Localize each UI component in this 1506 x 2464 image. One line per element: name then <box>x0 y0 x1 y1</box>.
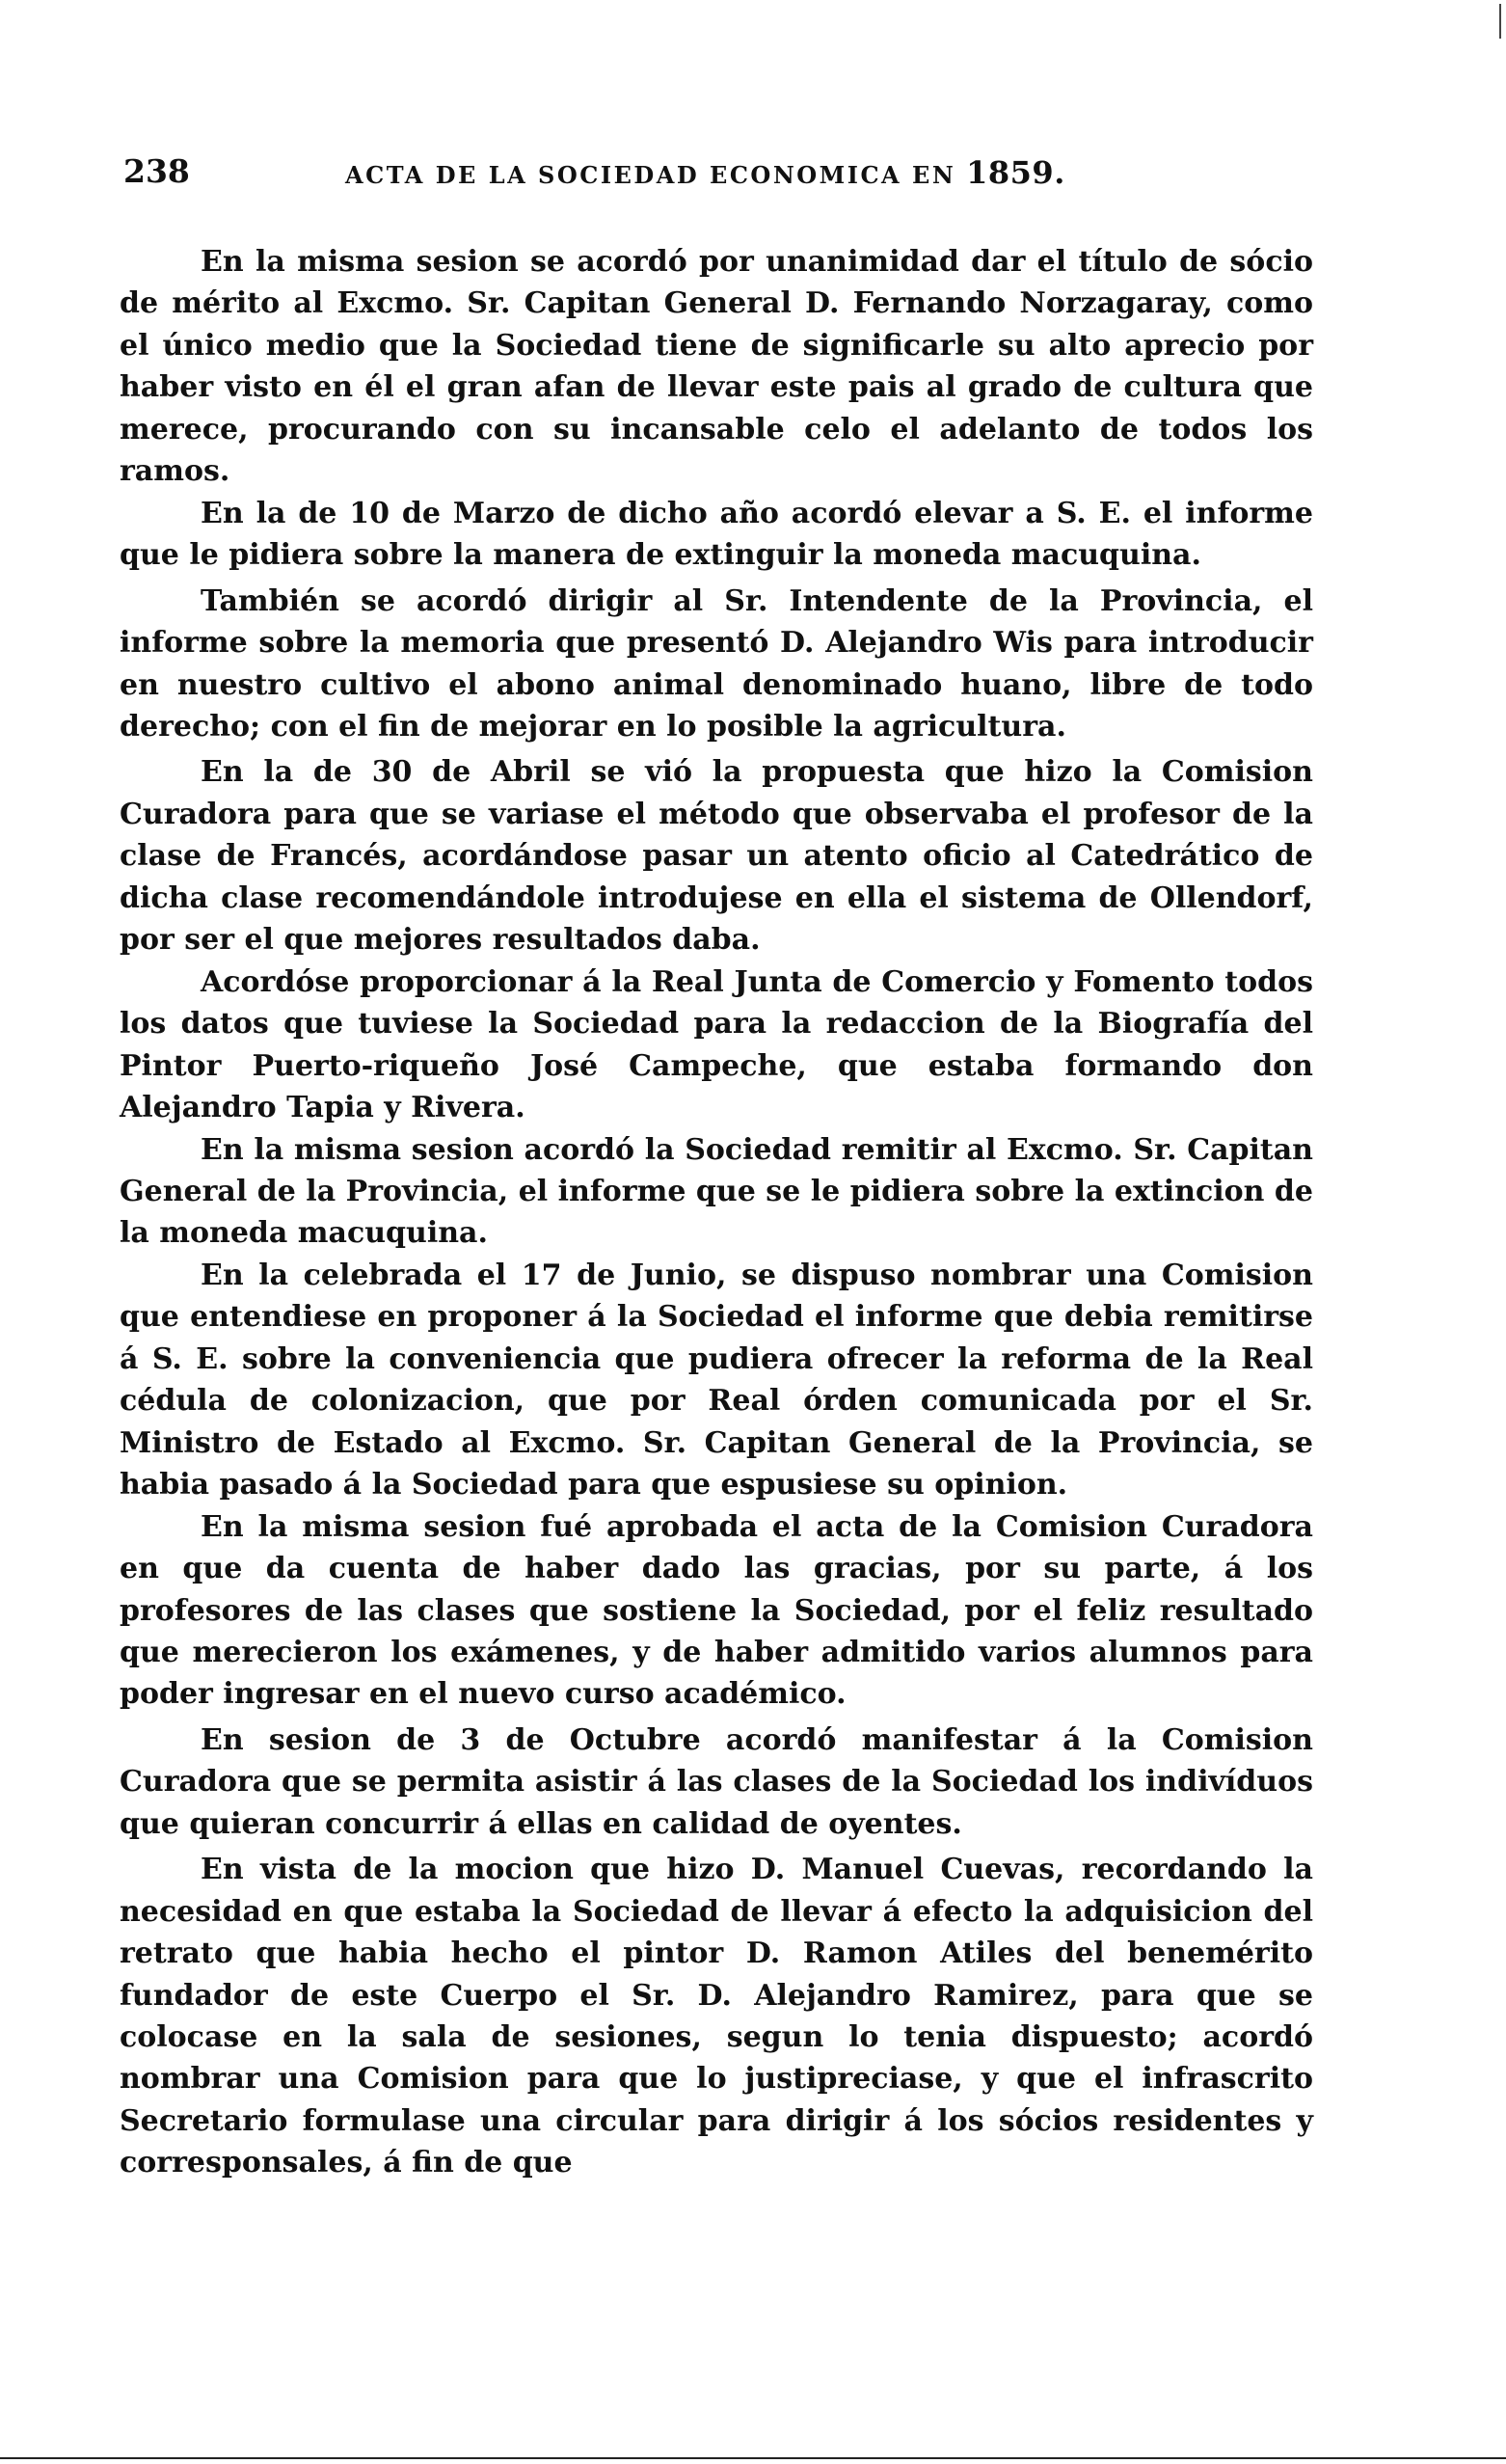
page-number: 238 <box>123 152 190 190</box>
page-bottom-rule <box>0 2457 1506 2459</box>
scan-edge-mark <box>1499 4 1501 39</box>
paragraph: También se acordó dirigir al Sr. Intendente de la Provincia, el informe sobre la memoria que presentó D. Alejandro Wis para introducir en nuestro cultivo el abono animal denominado huano, libre de todo derecho; con el fin de mejorar en lo posible la agricultura. <box>120 583 1313 744</box>
running-title-year: 1859. <box>966 154 1065 191</box>
running-title <box>345 156 1065 192</box>
paragraph: En vista de la mocion que hizo D. Manuel Cuevas, recordando la necesidad en que estaba la Sociedad de llevar á efecto la adquisicion del retrato que habia hecho el pintor D. Ramon Atiles del benemérito fundador de este Cuerpo el Sr. D. Alejandro Ramirez, para que se colocase en la sala de sesiones, segun lo tenia dispuesto; acordó nombrar una Comision para que lo justipreciase, y que el infrascrito Secretario formulase una circular para dirigir á los sócios residentes y corresponsales, á fin de que <box>120 1853 1313 2180</box>
body-text <box>120 241 1313 2184</box>
paragraph: Acordóse proporcionar á la Real Junta de Comercio y Fomento todos los datos que tuviese la Sociedad para la redaccion de la Biografía del Pintor Puerto-riqueño José Campeche, que estaba formando don Alejandro Tapia y Rivera. <box>120 964 1313 1125</box>
page-header <box>123 152 1319 210</box>
running-title-text: ACTA DE LA SOCIEDAD ECONOMICA EN <box>345 161 956 189</box>
paragraph: En la misma sesion acordó la Sociedad remitir al Excmo. Sr. Capitan General de la Provincia, el informe que se le pidiera sobre la extincion de la moneda macuquina. <box>120 1132 1313 1251</box>
paragraph: En la de 30 de Abril se vió la propuesta que hizo la Comision Curadora para que se variase el método que observaba el profesor de la clase de Francés, acordándose pasar un atento oficio al Catedrático de dicha clase recomendándole introdujese en ella el sistema de Ollendorf, por ser el que mejores resultados daba. <box>120 755 1313 958</box>
paragraph: En sesion de 3 de Octubre acordó manifestar á la Comision Curadora que se permita asistir á las clases de la Sociedad los indivíduos que quieran concurrir á ellas en calidad de oyentes. <box>120 1722 1313 1841</box>
paragraph: En la misma sesion fué aprobada el acta de la Comision Curadora en que da cuenta de haber dado las gracias, por su parte, á los profesores de las clases que sostiene la Sociedad, por el feliz resultado que merecieron los exámenes, y de haber admitido varios alumnos para poder ingresar en el nuevo curso académico. <box>120 1509 1313 1712</box>
paragraph: En la de 10 de Marzo de dicho año acordó elevar a S. E. el informe que le pidiera sobre la manera de extinguir la moneda macuquina. <box>120 496 1313 573</box>
paragraph: En la celebrada el 17 de Junio, se dispuso nombrar una Comision que entendiese en proponer á la Sociedad el informe que debia remitirse á S. E. sobre la conveniencia que pudiera ofrecer la reforma de la Real cédula de colonizacion, que por Real órden comunicada por el Sr. Ministro de Estado al Excmo. Sr. Capitan General de la Provincia, se habia pasado á la Sociedad para que espusiese su opinion. <box>120 1258 1313 1503</box>
paragraph: En la misma sesion se acordó por unanimidad dar el título de sócio de mérito al Excmo. Sr. Capitan General D. Fernando Norzagaray, como el único medio que la Sociedad tiene de significarle su alto aprecio por haber visto en él el gran afan de llevar este pais al grado de cultura que merece, procurando con su incansable celo el adelanto de todos los ramos. <box>120 245 1313 489</box>
